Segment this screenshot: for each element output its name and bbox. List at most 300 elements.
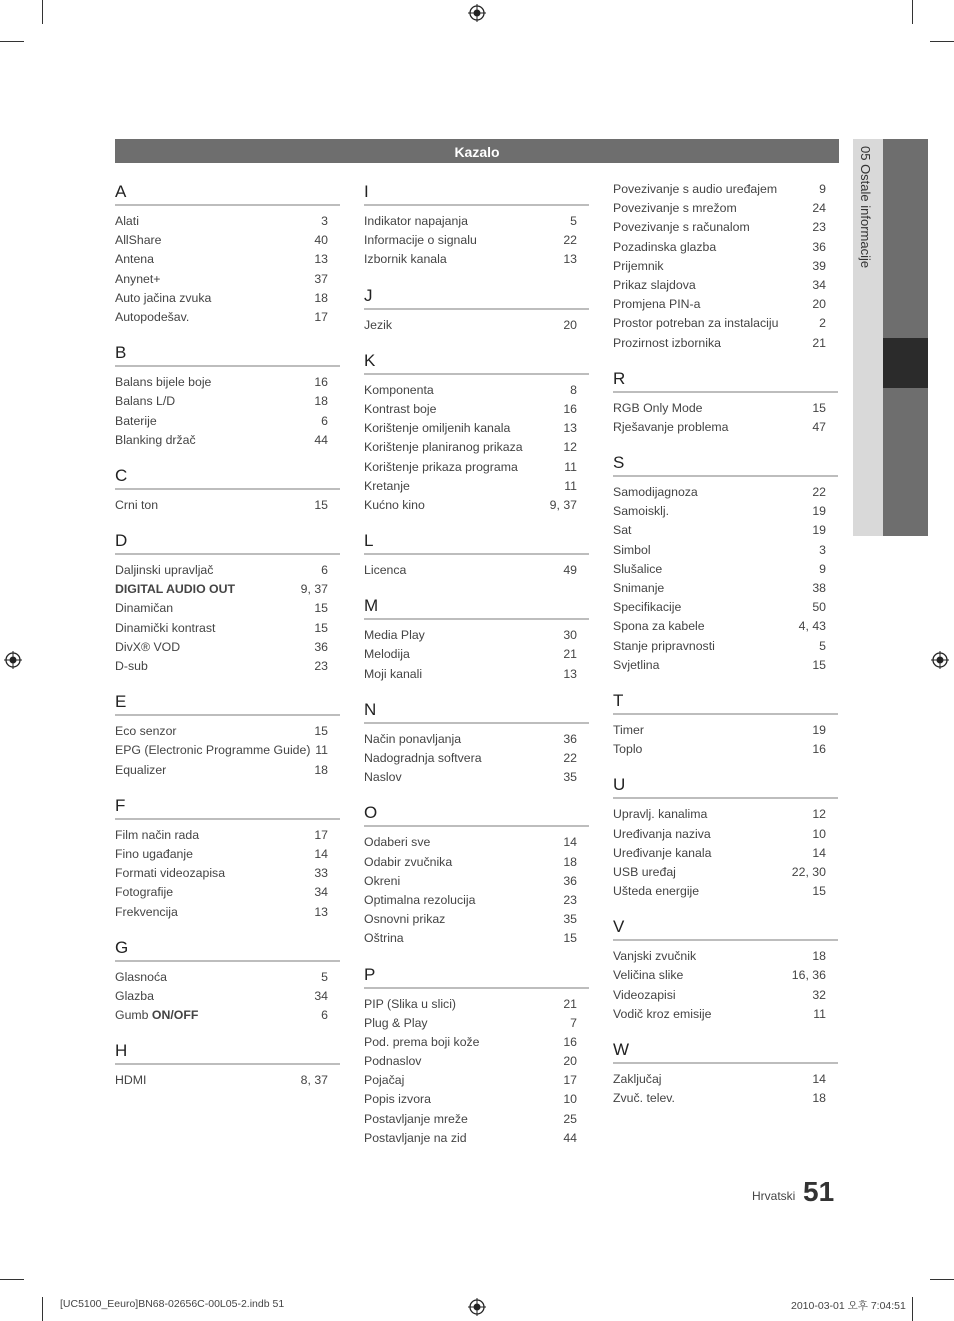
entry-page: 14 bbox=[812, 845, 826, 860]
section-rule bbox=[115, 1063, 340, 1065]
section-rule bbox=[364, 987, 589, 989]
index-entry bbox=[115, 968, 340, 987]
index-entry bbox=[613, 579, 838, 598]
index-section bbox=[364, 803, 589, 948]
entry-term bbox=[613, 805, 707, 824]
section-rule bbox=[613, 475, 838, 477]
entry-term-text: Anynet+ bbox=[115, 271, 161, 286]
section-rule bbox=[115, 553, 340, 555]
entry-term-text: Fino ugađanje bbox=[115, 846, 193, 861]
section-letter: I bbox=[364, 182, 369, 201]
entry-term-text: Optimalna rezolucija bbox=[364, 892, 476, 907]
index-section bbox=[115, 466, 340, 515]
index-entry bbox=[115, 561, 340, 580]
entry-page: 14 bbox=[314, 846, 328, 861]
entry-term bbox=[613, 617, 705, 636]
index-entry bbox=[364, 419, 589, 438]
registration-mark-icon bbox=[931, 651, 949, 669]
index-entry bbox=[364, 477, 589, 496]
entry-page: 36 bbox=[563, 731, 577, 746]
entry-page: 23 bbox=[812, 220, 826, 235]
entry-page: 9 bbox=[819, 561, 826, 576]
index-entry bbox=[613, 399, 838, 418]
entry-page: 44 bbox=[314, 432, 328, 447]
crop-mark bbox=[42, 1297, 43, 1321]
entry-term bbox=[613, 483, 698, 502]
section-rule bbox=[613, 713, 838, 715]
entry-term bbox=[364, 749, 482, 768]
entry-page: 11 bbox=[315, 743, 328, 758]
entry-term bbox=[613, 598, 681, 617]
entry-term-text: Vanjski zvučnik bbox=[613, 949, 697, 964]
page-number: 51 bbox=[803, 1176, 835, 1207]
entry-term-text: Equalizer bbox=[115, 762, 167, 777]
index-entry bbox=[364, 231, 589, 250]
index-entry bbox=[364, 768, 589, 787]
entry-term-text: Uređivanja naziva bbox=[613, 826, 711, 841]
entry-page: 47 bbox=[812, 419, 826, 434]
entry-page: 6 bbox=[321, 413, 328, 428]
entry-page: 16 bbox=[563, 401, 577, 416]
entry-term-text: Ušteda energije bbox=[613, 884, 700, 899]
entry-term-text: Indikator napajanja bbox=[364, 214, 468, 228]
entry-term bbox=[613, 579, 664, 598]
entry-term-text: Daljinski upravljač bbox=[115, 563, 214, 578]
index-entry bbox=[613, 276, 838, 295]
entry-term-text: Pozadinska glazba bbox=[613, 239, 717, 254]
entry-page: 17 bbox=[563, 1073, 577, 1088]
index-section bbox=[613, 1040, 838, 1108]
section-letter: C bbox=[115, 465, 128, 485]
section-rule bbox=[364, 373, 589, 375]
entry-page: 10 bbox=[563, 1092, 577, 1107]
entry-page: 17 bbox=[314, 309, 328, 324]
index-entry bbox=[115, 392, 340, 411]
entry-page: 38 bbox=[812, 581, 826, 595]
entry-page: 24 bbox=[812, 201, 826, 216]
entry-page: 9 bbox=[819, 182, 826, 196]
index-entry bbox=[613, 844, 838, 863]
entry-page: 49 bbox=[563, 563, 577, 578]
index-entry bbox=[613, 986, 838, 1005]
entry-page: 5 bbox=[321, 969, 328, 984]
entry-term bbox=[115, 657, 148, 676]
index-entry bbox=[115, 496, 340, 515]
index-section bbox=[364, 700, 589, 788]
entry-page: 18 bbox=[314, 394, 328, 409]
entry-term-text: Korištenje planiranog prikaza bbox=[364, 440, 523, 455]
entry-term bbox=[613, 656, 659, 675]
section-letter: M bbox=[364, 596, 379, 616]
index-entry bbox=[115, 987, 340, 1006]
section-rule bbox=[115, 488, 340, 490]
entry-term bbox=[115, 864, 225, 883]
entry-term bbox=[115, 392, 175, 411]
entry-term-text: PIP (Slika u slici) bbox=[364, 996, 457, 1011]
entry-term-text: Okreni bbox=[364, 873, 401, 888]
section-rule bbox=[115, 714, 340, 716]
entry-term bbox=[613, 502, 669, 521]
entry-term bbox=[364, 561, 406, 580]
entry-term-text: Podnaslov bbox=[364, 1054, 422, 1069]
entry-term-text: HDMI bbox=[115, 1073, 147, 1088]
index-entry bbox=[115, 1071, 340, 1090]
index-entry bbox=[613, 418, 838, 437]
entry-page: 22 bbox=[812, 485, 826, 500]
section-letter: D bbox=[115, 531, 128, 551]
entry-page: 34 bbox=[812, 277, 826, 292]
entry-term bbox=[613, 637, 715, 656]
entry-term-text: Informacije o signalu bbox=[364, 233, 477, 248]
entry-term bbox=[613, 541, 651, 560]
index-entry bbox=[364, 891, 589, 910]
entry-term-text: Moji kanali bbox=[364, 666, 423, 681]
entry-page: 6 bbox=[321, 563, 328, 578]
index-section bbox=[115, 343, 340, 450]
index-entry bbox=[364, 496, 589, 515]
entry-page: 18 bbox=[563, 854, 577, 869]
index-entry bbox=[613, 947, 838, 966]
entry-term-bold: ON/OFF bbox=[151, 1008, 199, 1023]
entry-page: 36 bbox=[812, 239, 826, 254]
entry-term-text: Samoisklj. bbox=[613, 504, 670, 519]
entry-term-text: Popis izvora bbox=[364, 1092, 431, 1107]
entry-term-text: Baterije bbox=[115, 413, 157, 428]
entry-term-text: Veličina slike bbox=[613, 968, 684, 983]
entry-page: 2 bbox=[819, 316, 826, 331]
entry-term bbox=[613, 418, 729, 437]
page-title: Kazalo bbox=[115, 139, 839, 163]
section-letter: B bbox=[115, 343, 127, 363]
entry-term-text: Licenca bbox=[364, 563, 407, 578]
index-entry bbox=[115, 619, 340, 638]
index-entry bbox=[613, 238, 838, 257]
entry-term-text: Kontrast boje bbox=[364, 401, 437, 416]
entry-term bbox=[115, 987, 154, 1006]
entry-term-text: Promjena PIN-a bbox=[613, 297, 701, 312]
entry-term bbox=[364, 381, 434, 400]
entry-term-text: Kretanje bbox=[364, 478, 410, 493]
entry-page: 15 bbox=[812, 884, 826, 899]
index-entry bbox=[115, 903, 340, 922]
footer-language: Hrvatski bbox=[752, 1189, 796, 1203]
index-entry bbox=[613, 483, 838, 502]
entry-term bbox=[613, 399, 703, 418]
index-entry bbox=[115, 270, 340, 289]
section-letter: H bbox=[115, 1041, 128, 1061]
index-entry bbox=[115, 722, 340, 741]
entry-term-text: Prijemnik bbox=[613, 258, 664, 273]
entry-term-text: Odabir zvučnika bbox=[364, 854, 453, 869]
entry-page: 9, 37 bbox=[300, 582, 328, 597]
index-section bbox=[613, 453, 838, 675]
entry-term bbox=[613, 180, 777, 199]
index-entry bbox=[115, 431, 340, 450]
index-section bbox=[364, 531, 589, 580]
index-entry bbox=[613, 218, 838, 237]
index-entry bbox=[115, 883, 340, 902]
entry-page: 19 bbox=[812, 523, 826, 538]
entry-term bbox=[613, 257, 664, 276]
entry-term-text: Postavljanje na zid bbox=[364, 1130, 467, 1145]
index-entry bbox=[613, 1005, 838, 1024]
entry-page: 15 bbox=[812, 400, 826, 415]
entry-term bbox=[613, 947, 696, 966]
entry-page: 18 bbox=[314, 290, 328, 305]
index-entry bbox=[613, 966, 838, 985]
entry-term bbox=[115, 231, 161, 250]
entry-term-text: Prikaz slajdova bbox=[613, 277, 696, 292]
entry-page: 6 bbox=[321, 1008, 328, 1023]
index-entry bbox=[613, 656, 838, 675]
index-entry bbox=[364, 910, 589, 929]
index-entry bbox=[364, 1071, 589, 1090]
entry-term-text: Slušalice bbox=[613, 561, 663, 576]
entry-term bbox=[115, 212, 139, 231]
index-entry bbox=[613, 295, 838, 314]
entry-term-text: Melodija bbox=[364, 647, 410, 662]
entry-term-text: Sat bbox=[613, 523, 632, 538]
entry-term-text: Povezivanje s mrežom bbox=[613, 201, 737, 216]
entry-term bbox=[364, 438, 523, 457]
index-entry bbox=[364, 626, 589, 645]
entry-term bbox=[364, 1110, 468, 1129]
entry-term bbox=[364, 212, 468, 231]
entry-term-text: Simbol bbox=[613, 542, 651, 557]
entry-term bbox=[364, 665, 422, 684]
side-tab-label: 05 Ostale informacije bbox=[858, 146, 873, 269]
index-entry bbox=[364, 438, 589, 457]
entry-term bbox=[115, 619, 215, 638]
entry-term bbox=[364, 645, 410, 664]
section-rule bbox=[364, 825, 589, 827]
index-entry bbox=[364, 1014, 589, 1033]
section-rule bbox=[364, 722, 589, 724]
entry-page: 50 bbox=[812, 600, 826, 615]
entry-page: 15 bbox=[314, 724, 328, 739]
entry-page: 12 bbox=[563, 440, 577, 455]
entry-page: 7 bbox=[570, 1015, 577, 1030]
entry-page: 21 bbox=[563, 996, 577, 1011]
entry-term bbox=[115, 761, 166, 780]
entry-term-text: Snimanje bbox=[613, 581, 665, 595]
index-entry bbox=[115, 638, 340, 657]
entry-term-text: Samodijagnoza bbox=[613, 485, 698, 500]
index-entry bbox=[364, 645, 589, 664]
entry-term bbox=[115, 561, 213, 580]
entry-term-text: Povezivanje s računalom bbox=[613, 220, 750, 235]
entry-page: 23 bbox=[314, 659, 328, 673]
index-column-3 bbox=[613, 180, 838, 1124]
section-letter: U bbox=[613, 775, 626, 795]
section-letter: N bbox=[364, 699, 377, 719]
entry-term bbox=[364, 1129, 467, 1148]
section-letter: F bbox=[115, 795, 126, 815]
index-entry bbox=[364, 853, 589, 872]
entry-term-text: Glasnoća bbox=[115, 969, 167, 984]
section-letter: R bbox=[613, 368, 626, 388]
entry-term bbox=[613, 740, 642, 759]
crop-mark bbox=[930, 1279, 954, 1280]
index-entry bbox=[613, 863, 838, 882]
entry-term bbox=[613, 521, 631, 540]
entry-term-text: Prostor potreban za instalaciju bbox=[613, 316, 779, 331]
entry-term bbox=[364, 833, 430, 852]
entry-term bbox=[613, 1089, 675, 1108]
entry-term bbox=[364, 891, 475, 910]
entry-term bbox=[613, 882, 699, 901]
entry-page: 22 bbox=[563, 751, 577, 765]
index-entry bbox=[613, 1070, 838, 1089]
entry-term-text: Osnovni prikaz bbox=[364, 912, 446, 927]
entry-term bbox=[115, 722, 177, 741]
entry-term-text: Eco senzor bbox=[115, 724, 177, 739]
entry-term bbox=[364, 626, 425, 645]
entry-term bbox=[115, 968, 167, 987]
entry-term-text: RGB Only Mode bbox=[613, 400, 703, 415]
index-entry bbox=[613, 541, 838, 560]
entry-page: 15 bbox=[812, 657, 826, 672]
entry-term-text: Zvuč. telev. bbox=[613, 1091, 675, 1106]
entry-page: 34 bbox=[314, 885, 328, 900]
entry-term bbox=[115, 903, 178, 922]
index-entry bbox=[364, 1129, 589, 1148]
entry-term-text: Auto jačina zvuka bbox=[115, 290, 212, 305]
entry-term bbox=[613, 560, 662, 579]
entry-page: 10 bbox=[812, 826, 826, 841]
entry-term bbox=[613, 295, 700, 314]
index-entry bbox=[115, 741, 340, 760]
index-entry bbox=[613, 637, 838, 656]
section-letter: E bbox=[115, 692, 127, 712]
index-entry bbox=[115, 308, 340, 327]
entry-page: 20 bbox=[563, 317, 577, 332]
index-entry bbox=[364, 316, 589, 335]
index-section bbox=[115, 182, 340, 327]
entry-term bbox=[364, 1033, 480, 1052]
entry-page: 36 bbox=[314, 639, 328, 654]
section-rule bbox=[364, 308, 589, 310]
index-entry bbox=[115, 864, 340, 883]
entry-term-text: Fotografije bbox=[115, 885, 174, 900]
entry-term bbox=[364, 419, 510, 438]
entry-term bbox=[115, 883, 173, 902]
entry-page: 34 bbox=[314, 988, 328, 1003]
section-rule bbox=[364, 618, 589, 620]
entry-term-text: Gumb bbox=[115, 1008, 152, 1023]
section-rule bbox=[613, 939, 838, 941]
entry-term bbox=[115, 412, 157, 431]
index-entry bbox=[613, 199, 838, 218]
index-section bbox=[613, 180, 838, 353]
index-entry bbox=[115, 1006, 340, 1025]
index-section bbox=[115, 692, 340, 780]
entry-term bbox=[115, 250, 154, 269]
entry-term-text: Izbornik kanala bbox=[364, 252, 447, 267]
entry-term bbox=[115, 373, 211, 392]
entry-term bbox=[613, 1005, 711, 1024]
entry-page: 44 bbox=[563, 1130, 577, 1145]
index-entry bbox=[613, 257, 838, 276]
section-letter: L bbox=[364, 531, 374, 551]
section-rule bbox=[613, 391, 838, 393]
entry-term bbox=[364, 995, 456, 1014]
section-rule bbox=[364, 204, 589, 206]
entry-page: 40 bbox=[314, 233, 328, 248]
entry-term-text: Formati videozapisa bbox=[115, 866, 226, 881]
index-entry bbox=[613, 617, 838, 636]
index-entry bbox=[613, 334, 838, 353]
entry-term bbox=[115, 638, 180, 657]
section-rule bbox=[613, 797, 838, 799]
entry-term bbox=[115, 431, 196, 450]
entry-page: 13 bbox=[563, 666, 577, 681]
index-entry bbox=[364, 665, 589, 684]
index-entry bbox=[613, 825, 838, 844]
entry-page: 25 bbox=[563, 1111, 577, 1126]
entry-term bbox=[364, 910, 445, 929]
entry-term-text: Crni ton bbox=[115, 497, 159, 512]
entry-term-text: DIGITAL AUDIO OUT bbox=[115, 582, 236, 597]
section-rule bbox=[364, 553, 589, 555]
print-slug-right: 2010-03-01 오후 7:04:51 bbox=[791, 1300, 906, 1312]
entry-term bbox=[364, 231, 477, 250]
index-entry bbox=[613, 721, 838, 740]
entry-page: 21 bbox=[563, 647, 577, 662]
entry-page: 16 bbox=[812, 742, 826, 757]
entry-page: 37 bbox=[314, 271, 328, 286]
entry-term bbox=[115, 741, 310, 760]
index-section bbox=[115, 796, 340, 922]
entry-page: 17 bbox=[314, 827, 328, 842]
entry-term bbox=[364, 250, 447, 269]
entry-term bbox=[613, 334, 721, 353]
index-entry bbox=[364, 400, 589, 419]
section-letter: J bbox=[364, 285, 373, 305]
entry-term-text: Media Play bbox=[364, 628, 425, 643]
entry-page: 16 bbox=[314, 375, 328, 390]
index-entry bbox=[115, 412, 340, 431]
entry-page: 8, 37 bbox=[300, 1073, 328, 1088]
entry-term-text: Balans bijele boje bbox=[115, 375, 212, 390]
entry-page: 11 bbox=[564, 459, 577, 474]
entry-page: 8 bbox=[570, 382, 577, 397]
index-column-1 bbox=[115, 182, 340, 1106]
entry-page: 22, 30 bbox=[791, 864, 826, 879]
entry-term-text: Oštrina bbox=[364, 931, 404, 946]
entry-page: 12 bbox=[812, 807, 826, 822]
index-entry bbox=[364, 458, 589, 477]
index-entry bbox=[613, 805, 838, 824]
entry-page: 39 bbox=[812, 258, 826, 273]
section-rule bbox=[115, 960, 340, 962]
section-rule bbox=[613, 1062, 838, 1064]
entry-term-text: Način ponavljanja bbox=[364, 731, 462, 746]
index-section bbox=[115, 1041, 340, 1090]
index-entry bbox=[364, 1090, 589, 1109]
entry-term bbox=[115, 496, 158, 515]
entry-term-text: Videozapisi bbox=[613, 987, 676, 1002]
section-rule bbox=[115, 818, 340, 820]
registration-mark-icon bbox=[4, 651, 22, 669]
index-section bbox=[364, 182, 589, 270]
entry-term bbox=[115, 845, 193, 864]
index-section bbox=[613, 917, 838, 1024]
entry-term-text: Glazba bbox=[115, 988, 154, 1003]
section-letter: T bbox=[613, 690, 624, 710]
entry-term-text: AllShare bbox=[115, 233, 162, 248]
entry-page: 11 bbox=[813, 1006, 826, 1021]
